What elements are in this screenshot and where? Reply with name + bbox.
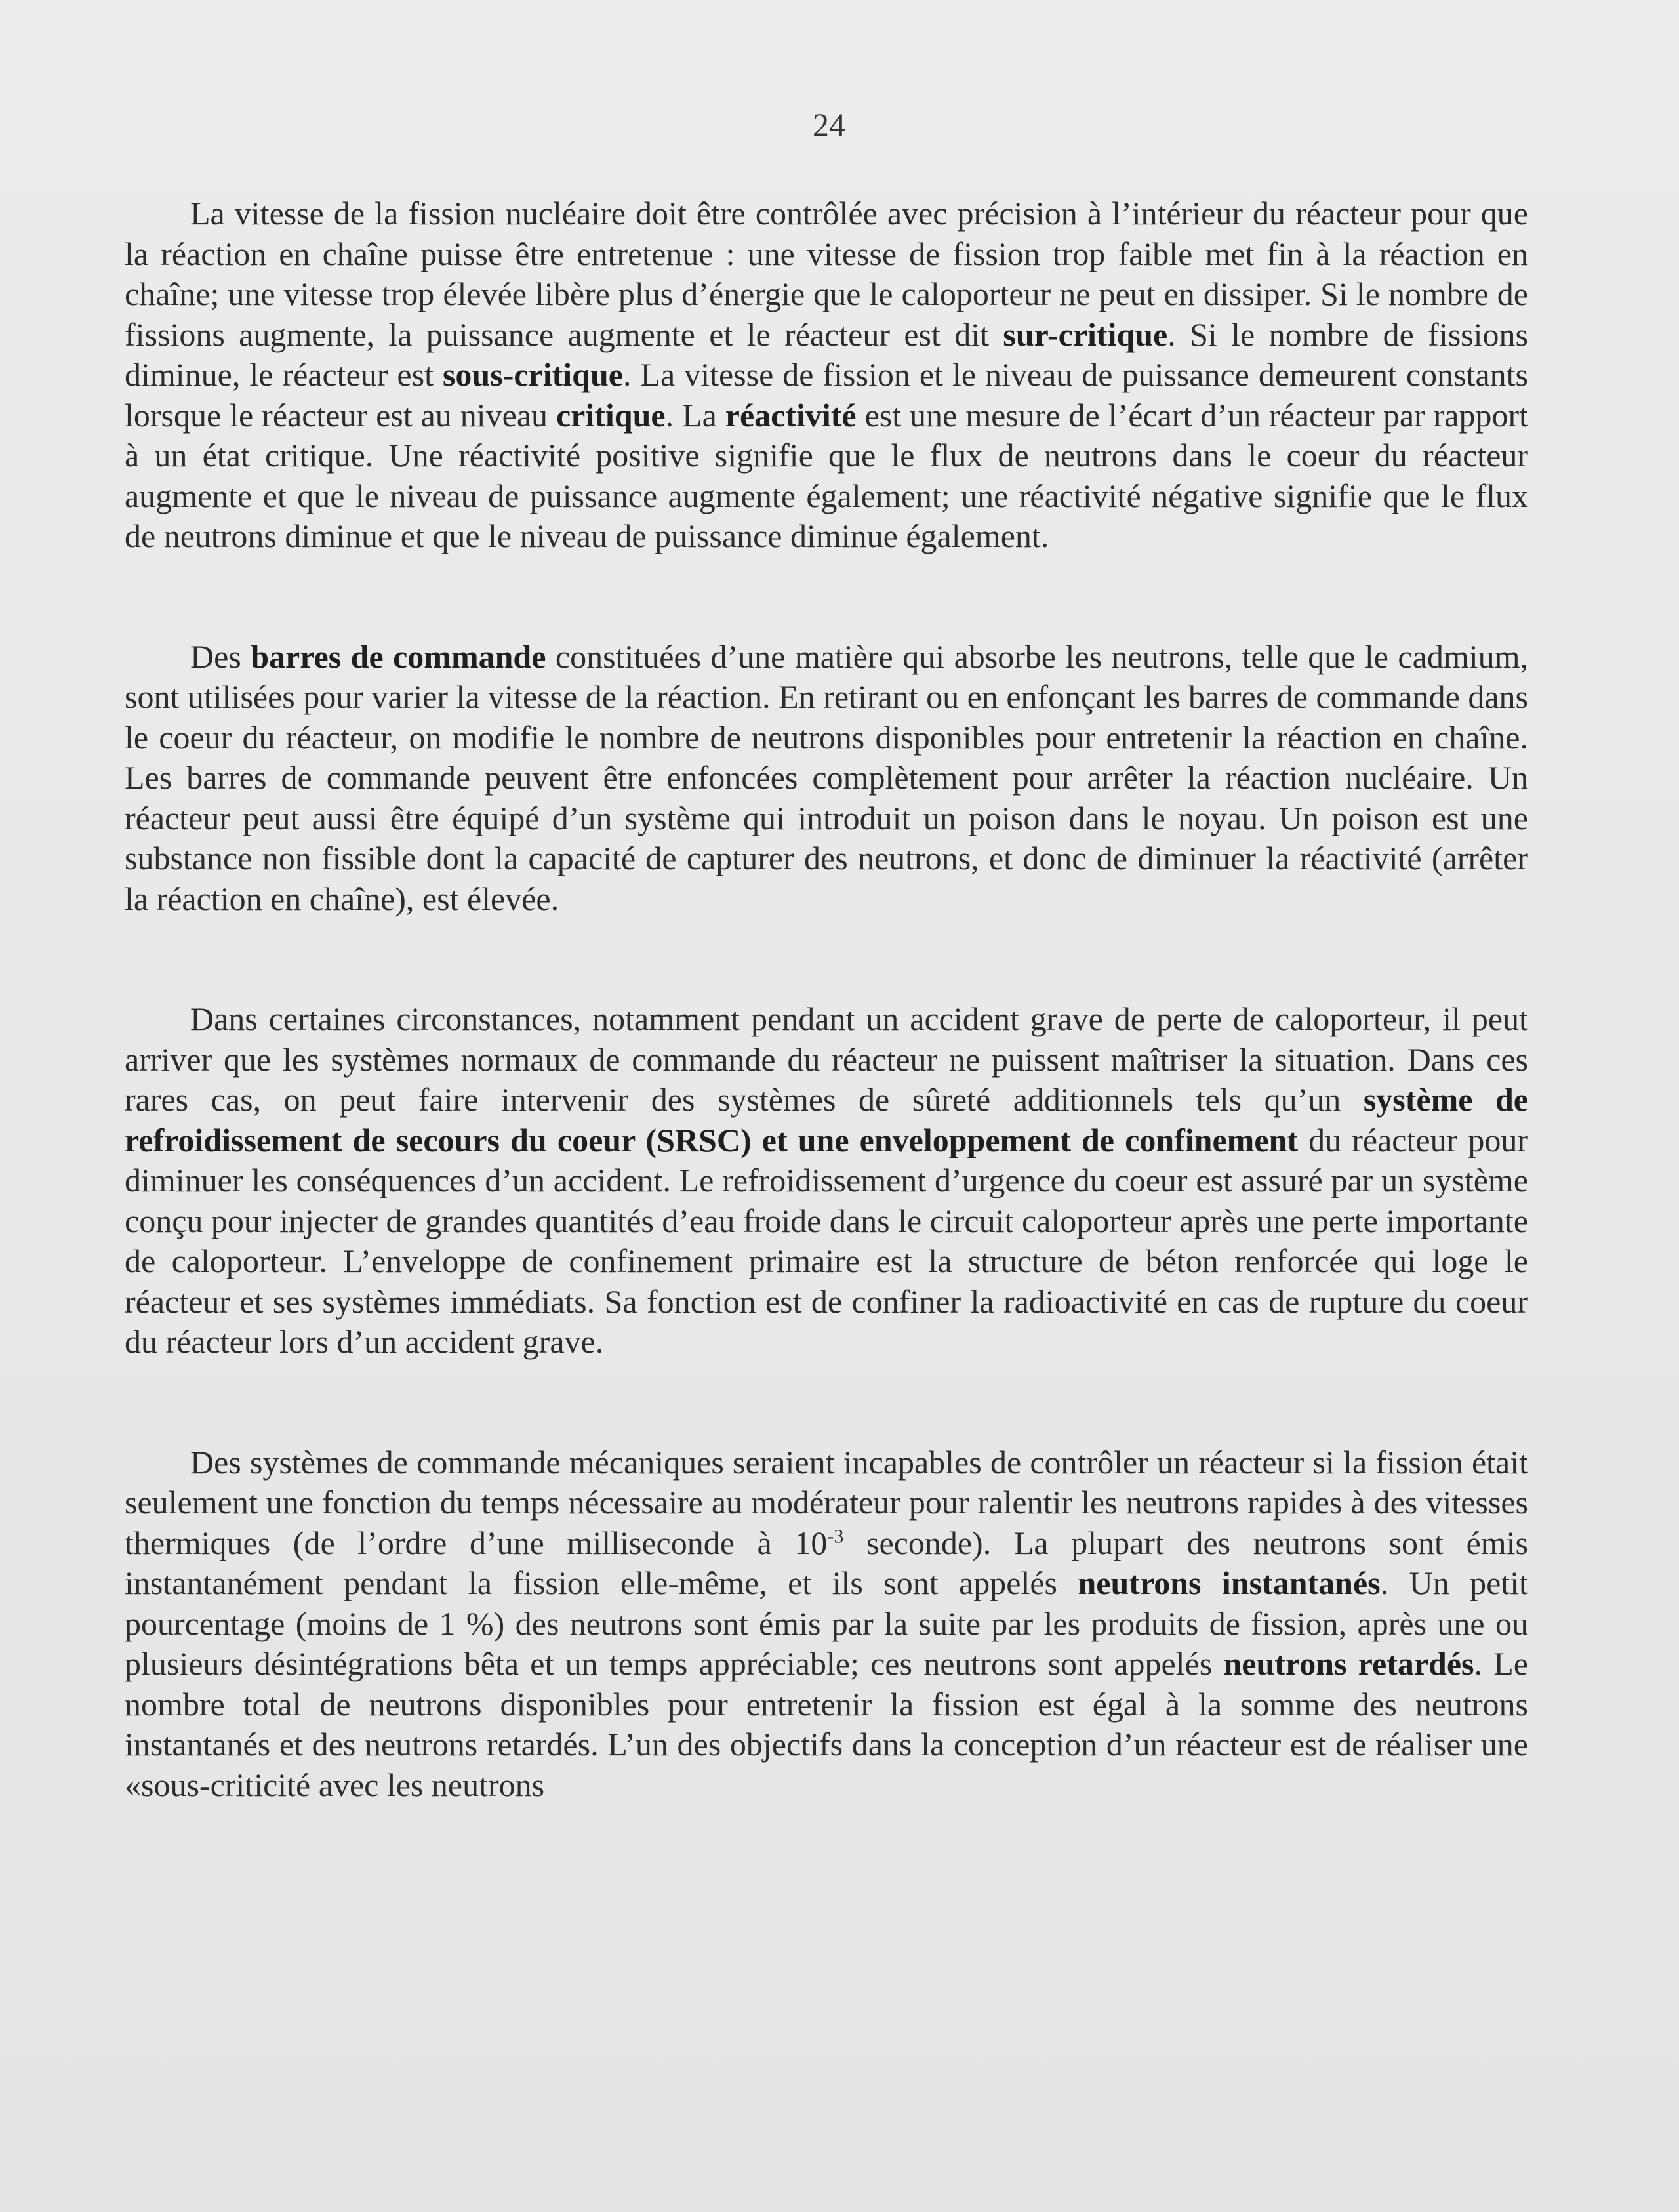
text-run: . Un petit pourcentage (moins de 1 %) des neutrons sont émis par la suite par les produits de fission, après une ou plusieurs désintégrations bêta et un temps appréciable; ces neutrons sont appelés	[125, 1565, 1528, 1682]
page-number: 24	[813, 106, 845, 143]
text-run: Des	[190, 638, 251, 675]
superscript: -3	[827, 1525, 844, 1547]
text-run: . Le nombre total de neutrons disponibles pour entretenir la fission est égal à la somme des neutrons instantanés et des neutrons retardés. L’un des objectifs dans la conception d’un réacteur est de réaliser une «sous-criticité avec les neutrons	[125, 1645, 1529, 1803]
bold-term: neutrons retardés	[1223, 1645, 1474, 1682]
bold-term: barres de commande	[251, 638, 546, 675]
paragraph-control-rods	[125, 637, 1528, 920]
text-run: La vitesse de la fission nucléaire doit être contrôlée avec précision à l’intérieur du réacteur pour que la réaction en chaîne puisse être entretenue : une vitesse de fission trop faible met fin à la réaction en chaîne; une vitesse trop élevée libère plus d’énergie que le caloporteur ne peut en dissiper. Si le nombre de fissions augmente, la puissance augmente et le réacteur est dit	[125, 195, 1528, 353]
text-run: seconde). La plupart des neutrons sont émis instantanément pendant la fission elle-même, et ils sont appelés	[125, 1524, 1529, 1601]
paragraph-safety-systems	[125, 999, 1528, 1362]
bold-term: système de refroidissement de secours du coeur (SRSC) et une enveloppement de confinement	[125, 1081, 1528, 1158]
bold-term: sur-critique	[1003, 316, 1168, 353]
paragraph-fission-rate	[125, 194, 1528, 557]
text-run: . La	[665, 396, 725, 434]
text-run: Dans certaines circonstances, notamment pendant un accident grave de perte de caloporteur, il peut arriver que les systèmes normaux de commande du réacteur ne puissent maîtriser la situation. Dans ces rares cas, on peut faire intervenir des systèmes de sûreté additionnels tels qu’un	[125, 1000, 1528, 1118]
bold-term: sous-critique	[442, 356, 623, 393]
text-run: est une mesure de l’écart d’un réacteur par rapport à un état critique. Une réactivité positive signifie que le flux de neutrons dans le coeur du réacteur augmente et que le niveau de puissance augmente également; une réactivité négative signifie que le flux de neutrons diminue et que le niveau de puissance diminue également.	[125, 396, 1528, 554]
text-run: Des systèmes de commande mécaniques seraient incapables de contrôler un réacteur si la fission était seulement une fonction du temps nécessaire au modérateur pour ralentir les neutrons rapides à des vitesses thermiques (de l’ordre d’une milliseconde à 10	[125, 1443, 1528, 1561]
bold-term: neutrons instantanés	[1078, 1565, 1381, 1601]
bold-term: critique	[556, 396, 666, 434]
bold-term: réactivité	[725, 396, 857, 434]
body-text	[125, 194, 1528, 1805]
text-run: du réacteur pour diminuer les conséquences d’un accident. Le refroidissement d’urgence du coeur est assuré par un système conçu pour injecter de grandes quantités d’eau froide dans le circuit caloporteur après une perte importante de caloporteur. L’enveloppe de confinement primaire est la structure de béton renforcée qui loge le réacteur et ses systèmes immédiats. Sa fonction est de confiner la radioactivité en cas de rupture du coeur du réacteur lors d’un accident grave.	[125, 1121, 1528, 1360]
text-run: . Si le nombre de fissions diminue, le réacteur est	[125, 316, 1528, 393]
paragraph-delayed-neutrons	[125, 1443, 1528, 1806]
text-run: . La vitesse de fission et le niveau de puissance demeurent constants lorsque le réacteur est au niveau	[125, 356, 1528, 434]
text-run: constituées d’une matière qui absorbe les neutrons, telle que le cadmium, sont utilisées pour varier la vitesse de la réaction. En retirant ou en enfonçant les barres de commande dans le coeur du réacteur, on modifie le nombre de neutrons disponibles pour entretenir la réaction en chaîne. Les barres de commande peuvent être enfoncées complètement pour arrêter la réaction nucléaire. Un réacteur peut aussi être équipé d’un système qui introduit un poison dans le noyau. Un poison est une substance non fissible dont la capacité de capturer des neutrons, et donc de diminuer la réactivité (arrêter la réaction en chaîne), est élevée.	[125, 638, 1528, 917]
